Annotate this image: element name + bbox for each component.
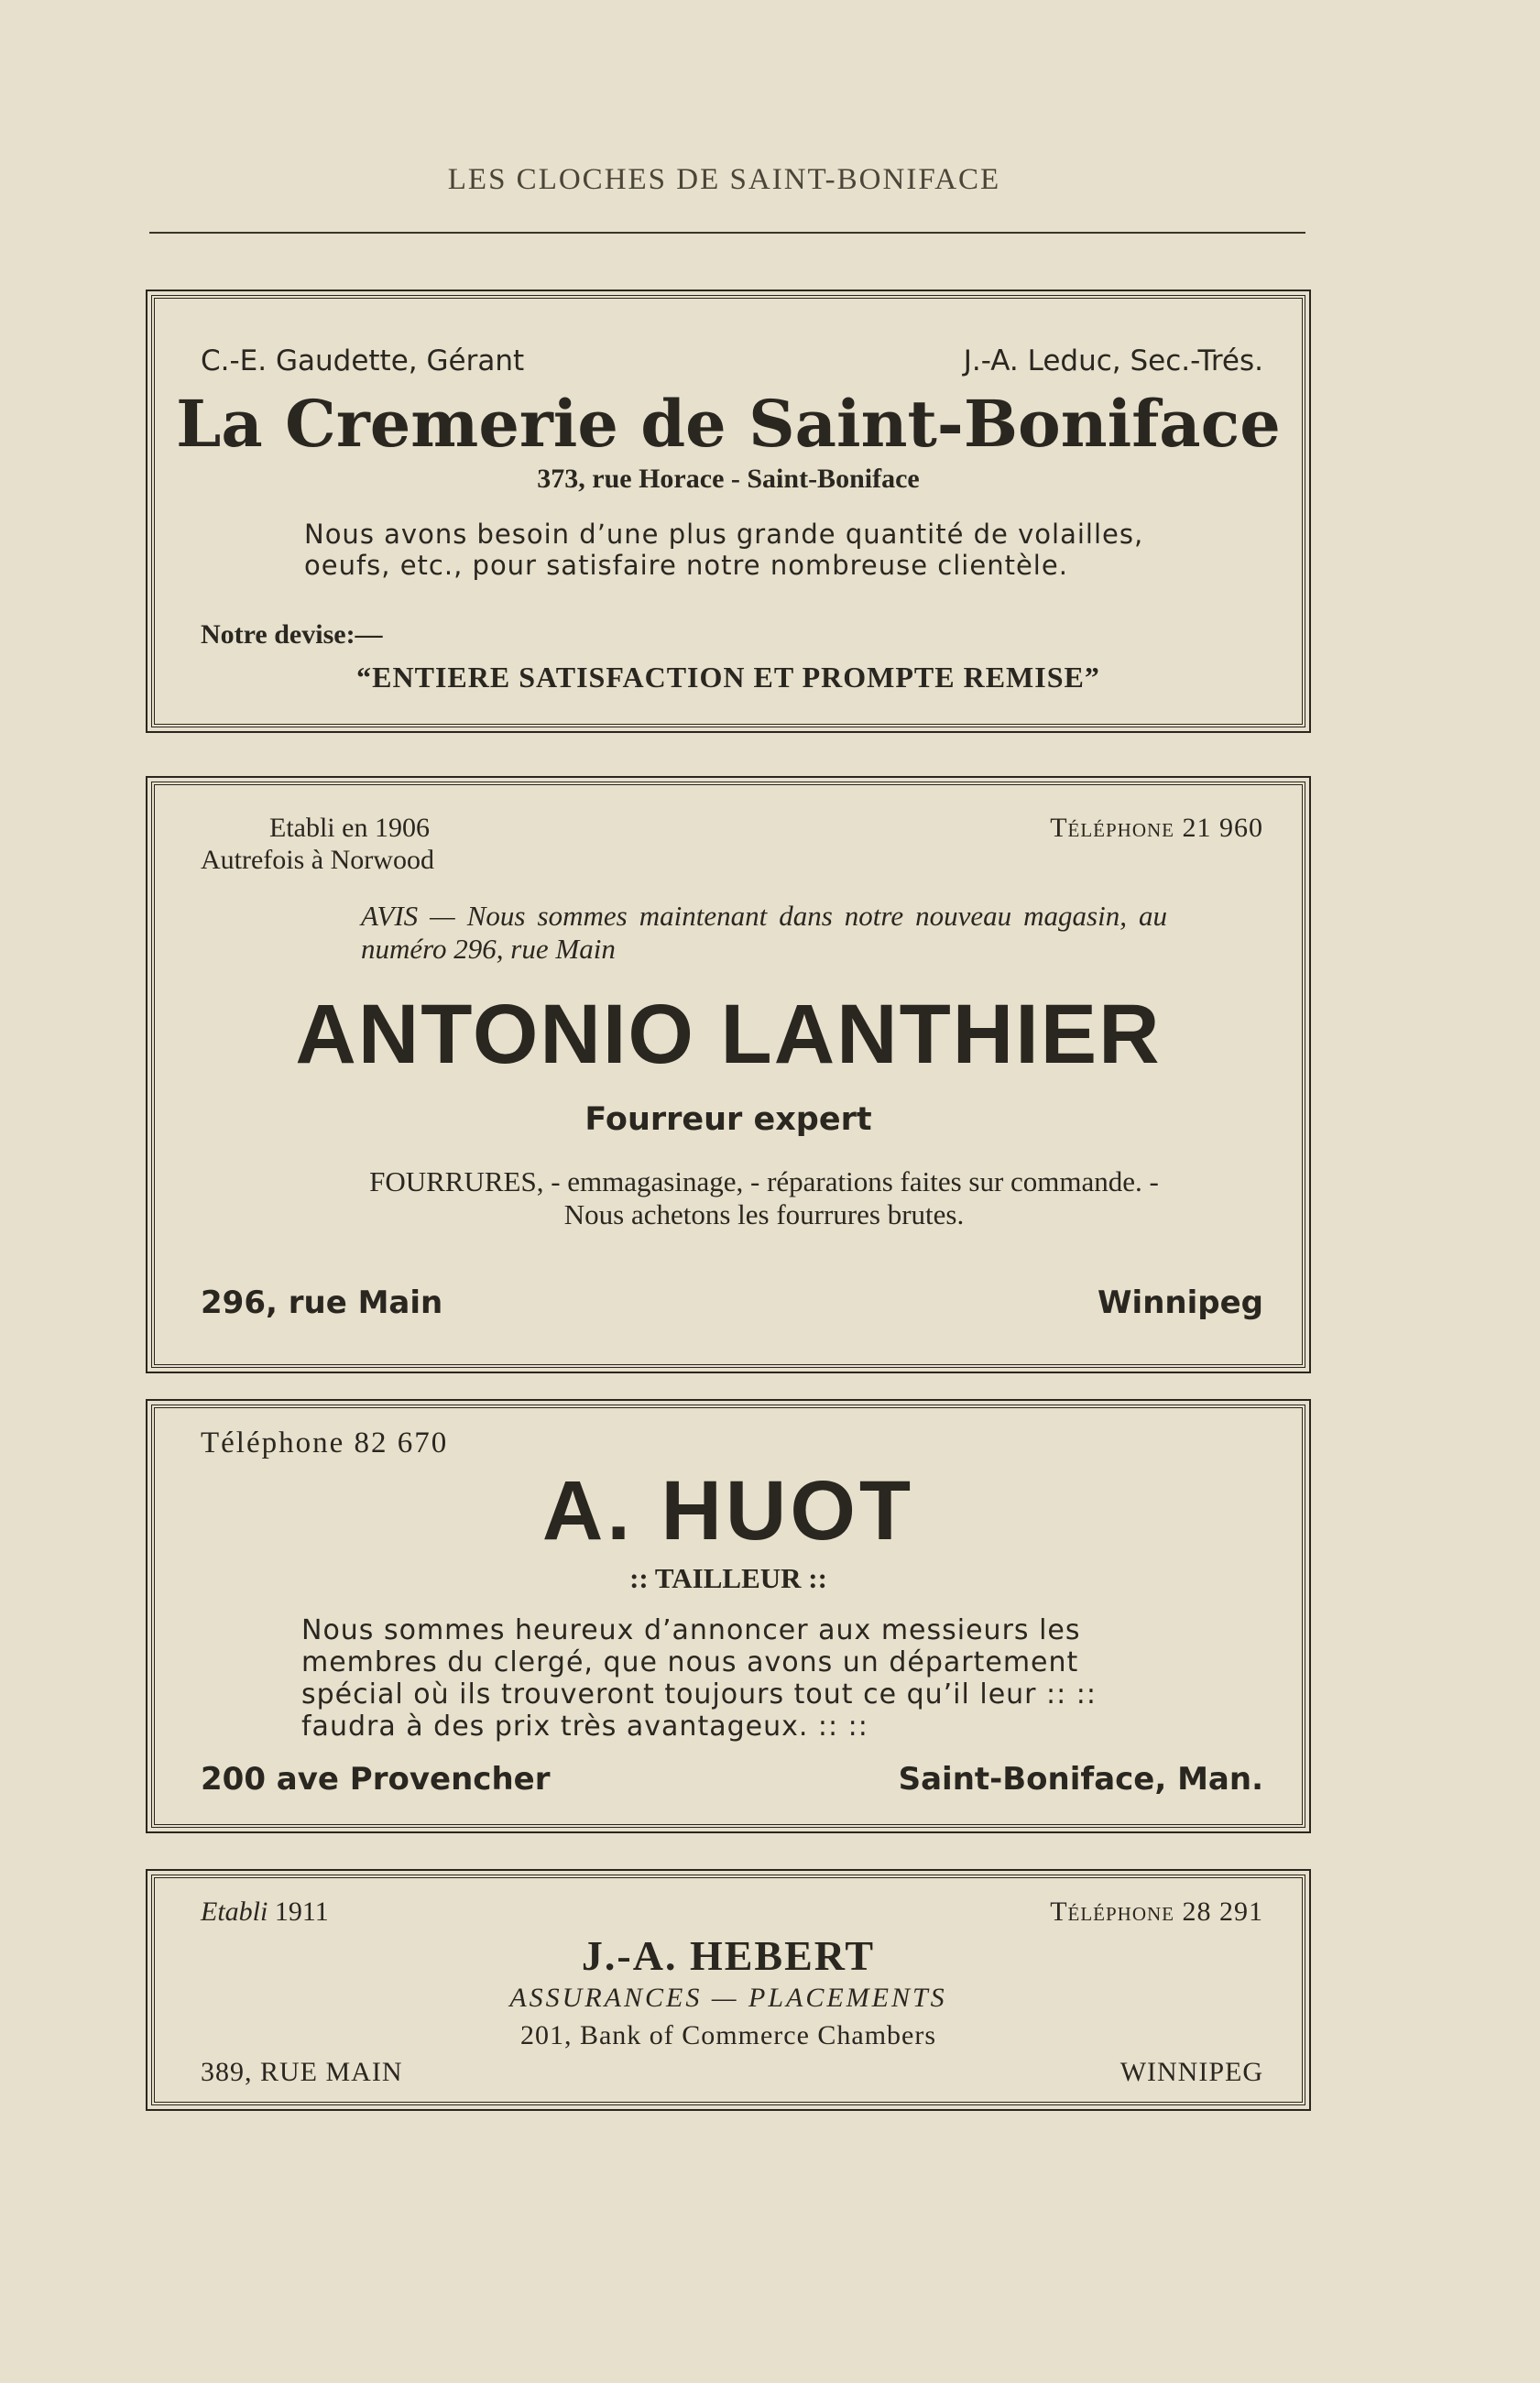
business-address: 296, rue Main xyxy=(201,1284,443,1321)
ad-huot xyxy=(151,1405,1305,1828)
business-city: Saint-Boniface, Man. xyxy=(898,1761,1263,1798)
ad-cremerie xyxy=(151,295,1305,727)
business-city: Winnipeg xyxy=(1098,1284,1263,1321)
phone-number: Téléphone 21 960 xyxy=(1050,813,1263,843)
motto: “ENTIERE SATISFACTION ET PROMPTE REMISE” xyxy=(356,661,1100,694)
established-number: 1911 xyxy=(274,1897,329,1927)
service-description: FOURRURES, - emmagasinage, - réparations faites sur commande. - Nous achetons les fourrures brutes. xyxy=(369,1165,1159,1230)
header-rule xyxy=(149,232,1305,234)
relocation-notice: AVIS — Nous sommes maintenant dans notre nouveau magasin, au numéro 296, rue Main xyxy=(361,900,1167,965)
secretary-name: J.-A. Leduc, Sec.-Trés. xyxy=(963,344,1263,377)
business-city: WINNIPEG xyxy=(1120,2057,1263,2087)
services: ASSURANCES — PLACEMENTS xyxy=(509,1983,947,2013)
ad-body-text: Nous sommes heureux d’annoncer aux messieurs les membres du clergé, que nous avons un département spécial où ils trouveront toujours tout ce qu’il leur :: :: faudra à des prix très avantageux. :: :: xyxy=(301,1614,1098,1743)
phone-number: Téléphone 82 670 xyxy=(201,1427,449,1459)
running-title: LES CLOCHES DE SAINT-BONIFACE xyxy=(447,163,1001,196)
business-address: 200 ave Provencher xyxy=(201,1761,551,1798)
trade-title: :: TAILLEUR :: xyxy=(629,1562,827,1594)
former-location: Autrefois à Norwood xyxy=(201,845,434,875)
business-address: 389, RUE MAIN xyxy=(201,2057,403,2087)
ad-body-text: Nous avons besoin d’une plus grande quantité de volailles, oeufs, etc., pour satisfaire notre nombreuse clientèle. xyxy=(304,519,1144,581)
established-year xyxy=(201,1897,329,1928)
trade-title: Fourreur expert xyxy=(584,1101,872,1138)
established-word: Etabli xyxy=(201,1897,268,1927)
motto-label: Notre devise:— xyxy=(201,619,383,650)
business-name: A. HUOT xyxy=(541,1464,915,1558)
ad-lanthier xyxy=(151,782,1305,1368)
established-year: Etabli en 1906 xyxy=(269,813,430,843)
business-name: La Cremerie de Saint-Boniface xyxy=(176,386,1281,462)
manager-name: C.-E. Gaudette, Gérant xyxy=(201,344,525,377)
business-name: J.-A. HEBERT xyxy=(581,1932,876,1979)
building-address: 201, Bank of Commerce Chambers xyxy=(519,2020,937,2050)
business-address: 373, rue Horace - Saint-Boniface xyxy=(537,464,920,494)
phone-number: Téléphone 28 291 xyxy=(1050,1897,1263,1927)
ad-hebert xyxy=(151,1875,1305,2105)
business-name: ANTONIO LANTHIER xyxy=(295,988,1162,1081)
